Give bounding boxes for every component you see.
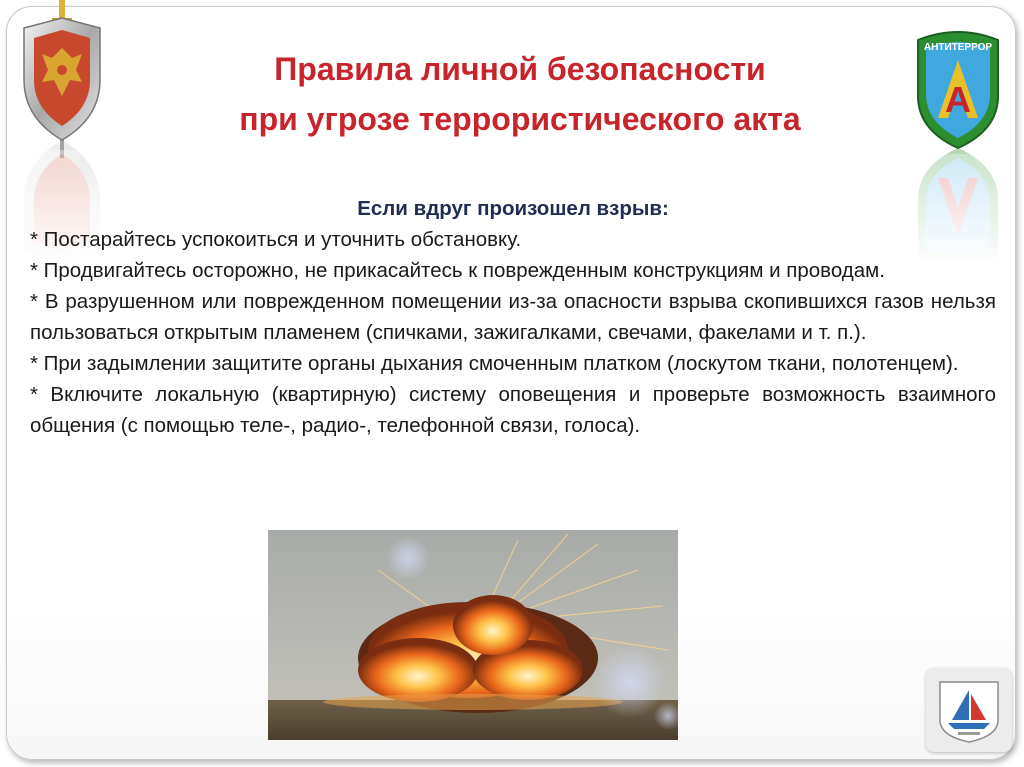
svg-text:А: А	[945, 79, 971, 120]
school-logo	[926, 668, 1012, 752]
instruction-2: * Продвигайтесь осторожно, не прикасайтесь к поврежденным конструкциям и проводам.	[30, 259, 885, 282]
instructions-block	[30, 193, 996, 441]
instruction-3: * В разрушенном или поврежденном помещении из-за опасности взрыва скопившихся газов нельзя пользоваться открытым пламенем (спичками, зажигалками, свечами, факелами и т. п.).	[30, 290, 996, 344]
sailboat-logo-icon	[936, 676, 1002, 744]
title-line-1: Правила личной безопасности	[274, 51, 766, 87]
instruction-1: * Постарайтесь успокоиться и уточнить обстановку.	[30, 228, 522, 251]
svg-text:АНТИТЕРРОР: АНТИТЕРРОР	[923, 42, 993, 53]
instruction-4: * При задымлении защитите органы дыхания смоченным платком (лоскутом ткани, полотенцем).	[30, 352, 959, 375]
instruction-5: * Включите локальную (квартирную) систему оповещения и проверьте возможность взаимного общения (с помощью теле-, радио-, телефонной связи, голоса).	[30, 383, 996, 437]
explosion-photo	[268, 530, 678, 740]
slide-title	[120, 44, 920, 144]
title-line-2: при угрозе террористического акта	[239, 101, 801, 137]
subheading: Если вдруг произошел взрыв:	[357, 197, 669, 220]
